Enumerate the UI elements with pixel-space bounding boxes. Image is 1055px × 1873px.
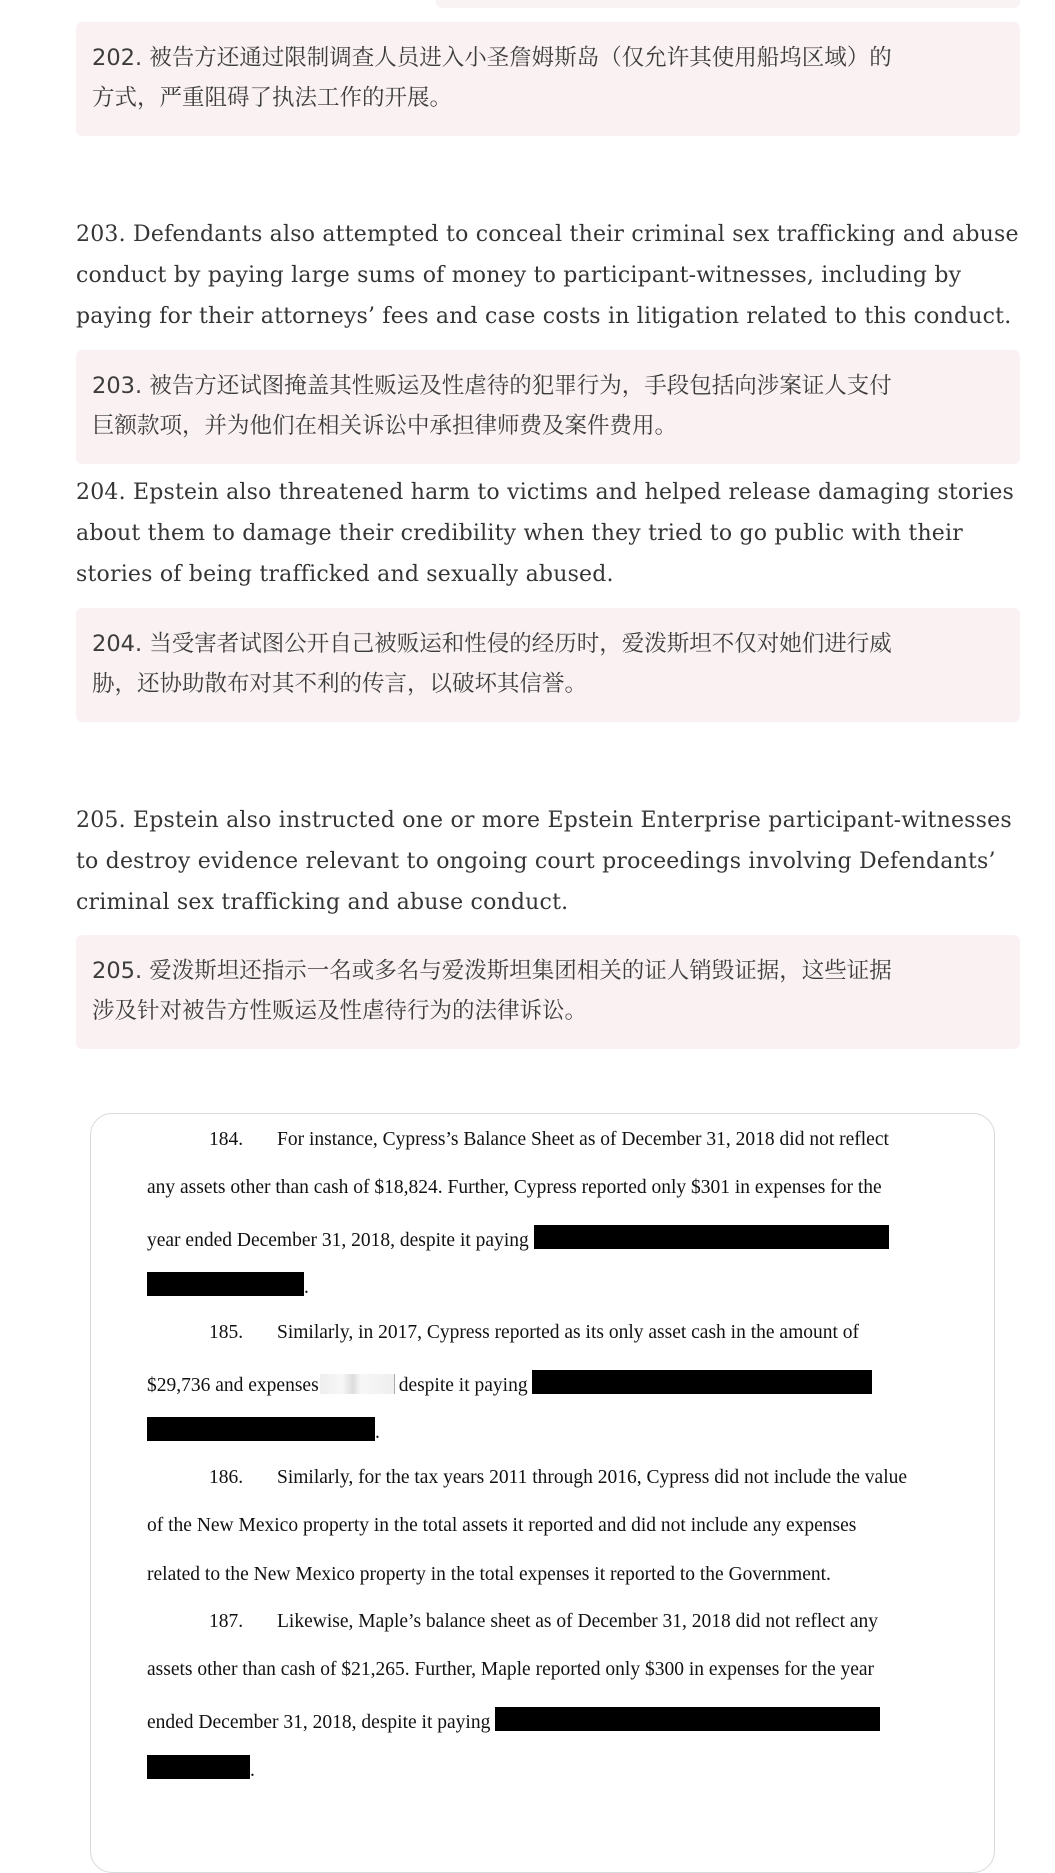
doc-text: related to the New Mexico property in the total expenses it reported to the Government. xyxy=(147,1564,831,1585)
paragraph-line: criminal sex trafficking and abuse conduct. xyxy=(76,890,569,915)
translation-line: 205. 爱泼斯坦还指示一名或多名与爱泼斯坦集团相关的证人销毁证据，这些证据 xyxy=(92,958,892,984)
paragraph-number: 184. xyxy=(209,1129,244,1150)
doc-text: assets other than cash of $21,265. Further, Maple reported only $300 in expenses for the year xyxy=(147,1659,875,1680)
doc-line xyxy=(147,1467,907,1489)
doc-period: . xyxy=(304,1277,309,1298)
clipped-previous-content xyxy=(76,0,1020,8)
translation-line: 涉及针对被告方性贩运及性虐待行为的法律诉讼。 xyxy=(92,998,588,1024)
doc-text: Similarly, for the tax years 2011 through 2016, Cypress did not include the value xyxy=(277,1467,908,1488)
paragraph-number: 186. xyxy=(209,1467,244,1488)
paragraph-line: about them to damage their credibility when they tried to go public with their xyxy=(76,521,963,546)
translation-line: 巨额款项，并为他们在相关诉讼中承担律师费及案件费用。 xyxy=(92,413,678,439)
doc-line xyxy=(147,1177,882,1199)
doc-text: For instance, Cypress’s Balance Sheet as of December 31, 2018 did not reflect xyxy=(277,1129,889,1150)
paragraph-line: stories of being trafficked and sexually abused. xyxy=(76,562,614,587)
paragraph-line: 204. Epstein also threatened harm to victims and helped release damaging stories xyxy=(76,480,1015,505)
doc-line xyxy=(147,1755,255,1782)
doc-text: ended December 31, 2018, despite it paying xyxy=(147,1712,491,1733)
paragraph-line: paying for their attorneys’ fees and case costs in litigation related to this conduct. xyxy=(76,304,1012,329)
doc-line xyxy=(147,1417,380,1444)
paragraph-number: 185. xyxy=(209,1322,244,1343)
doc-text: any assets other than cash of $18,824. Further, Cypress reported only $301 in expenses for the xyxy=(147,1177,882,1198)
doc-line xyxy=(147,1707,880,1734)
doc-line xyxy=(147,1129,889,1151)
doc-line xyxy=(147,1370,872,1397)
translation-line: 204. 当受害者试图公开自己被贩运和性侵的经历时，爱泼斯坦不仅对她们进行威 xyxy=(92,631,892,657)
blurred-amount xyxy=(320,1374,395,1394)
paragraph-line: to destroy evidence relevant to ongoing court proceedings involving Defendants’ xyxy=(76,849,996,874)
doc-line xyxy=(147,1611,878,1633)
doc-line xyxy=(147,1322,859,1344)
doc-text: Likewise, Maple’s balance sheet as of December 31, 2018 did not reflect any xyxy=(277,1611,879,1632)
redaction-bar xyxy=(147,1755,250,1779)
paragraph-205 xyxy=(76,800,1020,923)
translation-block-203 xyxy=(76,350,1020,464)
translation-line: 方式，严重阻碍了执法工作的开展。 xyxy=(92,85,453,111)
doc-text: year ended December 31, 2018, despite it paying xyxy=(147,1230,529,1251)
clipped-translation-block xyxy=(436,0,1020,8)
doc-period: . xyxy=(375,1422,380,1443)
doc-line xyxy=(147,1225,889,1252)
paragraph-line: 205. Epstein also instructed one or more Epstein Enterprise participant-witnesses xyxy=(76,808,1012,833)
doc-line xyxy=(147,1515,856,1537)
doc-line xyxy=(147,1659,874,1681)
translation-block-205 xyxy=(76,935,1020,1049)
paragraph-204 xyxy=(76,472,1020,595)
redaction-bar xyxy=(534,1225,889,1249)
doc-line xyxy=(147,1564,831,1586)
translation-block-202 xyxy=(76,22,1020,136)
paragraph-line: conduct by paying large sums of money to participant-witnesses, including by xyxy=(76,263,962,288)
doc-text: $29,736 and expenses xyxy=(147,1375,319,1396)
translation-block-204 xyxy=(76,608,1020,722)
paragraph-number: 187. xyxy=(209,1611,244,1632)
redaction-bar xyxy=(532,1370,872,1394)
paragraph-line: 203. Defendants also attempted to conceal their criminal sex trafficking and abuse xyxy=(76,222,1019,247)
doc-text: of the New Mexico property in the total assets it reported and did not include any expenses xyxy=(147,1515,857,1536)
redaction-bar xyxy=(495,1707,880,1731)
translation-line: 202. 被告方还通过限制调查人员进入小圣詹姆斯岛（仅允许其使用船坞区域）的 xyxy=(92,45,892,71)
translation-line: 203. 被告方还试图掩盖其性贩运及性虐待的犯罪行为，手段包括向涉案证人支付 xyxy=(92,373,892,399)
court-document-image xyxy=(90,1113,995,1873)
doc-text: Similarly, in 2017, Cypress reported as its only asset cash in the amount of xyxy=(277,1322,860,1343)
redaction-bar xyxy=(147,1417,375,1441)
redaction-bar xyxy=(147,1272,304,1296)
doc-period: . xyxy=(250,1760,255,1781)
doc-text: despite it paying xyxy=(398,1375,528,1396)
translation-line: 胁，还协助散布对其不利的传言，以破坏其信誉。 xyxy=(92,671,588,697)
doc-line xyxy=(147,1272,309,1299)
paragraph-203 xyxy=(76,214,1020,337)
